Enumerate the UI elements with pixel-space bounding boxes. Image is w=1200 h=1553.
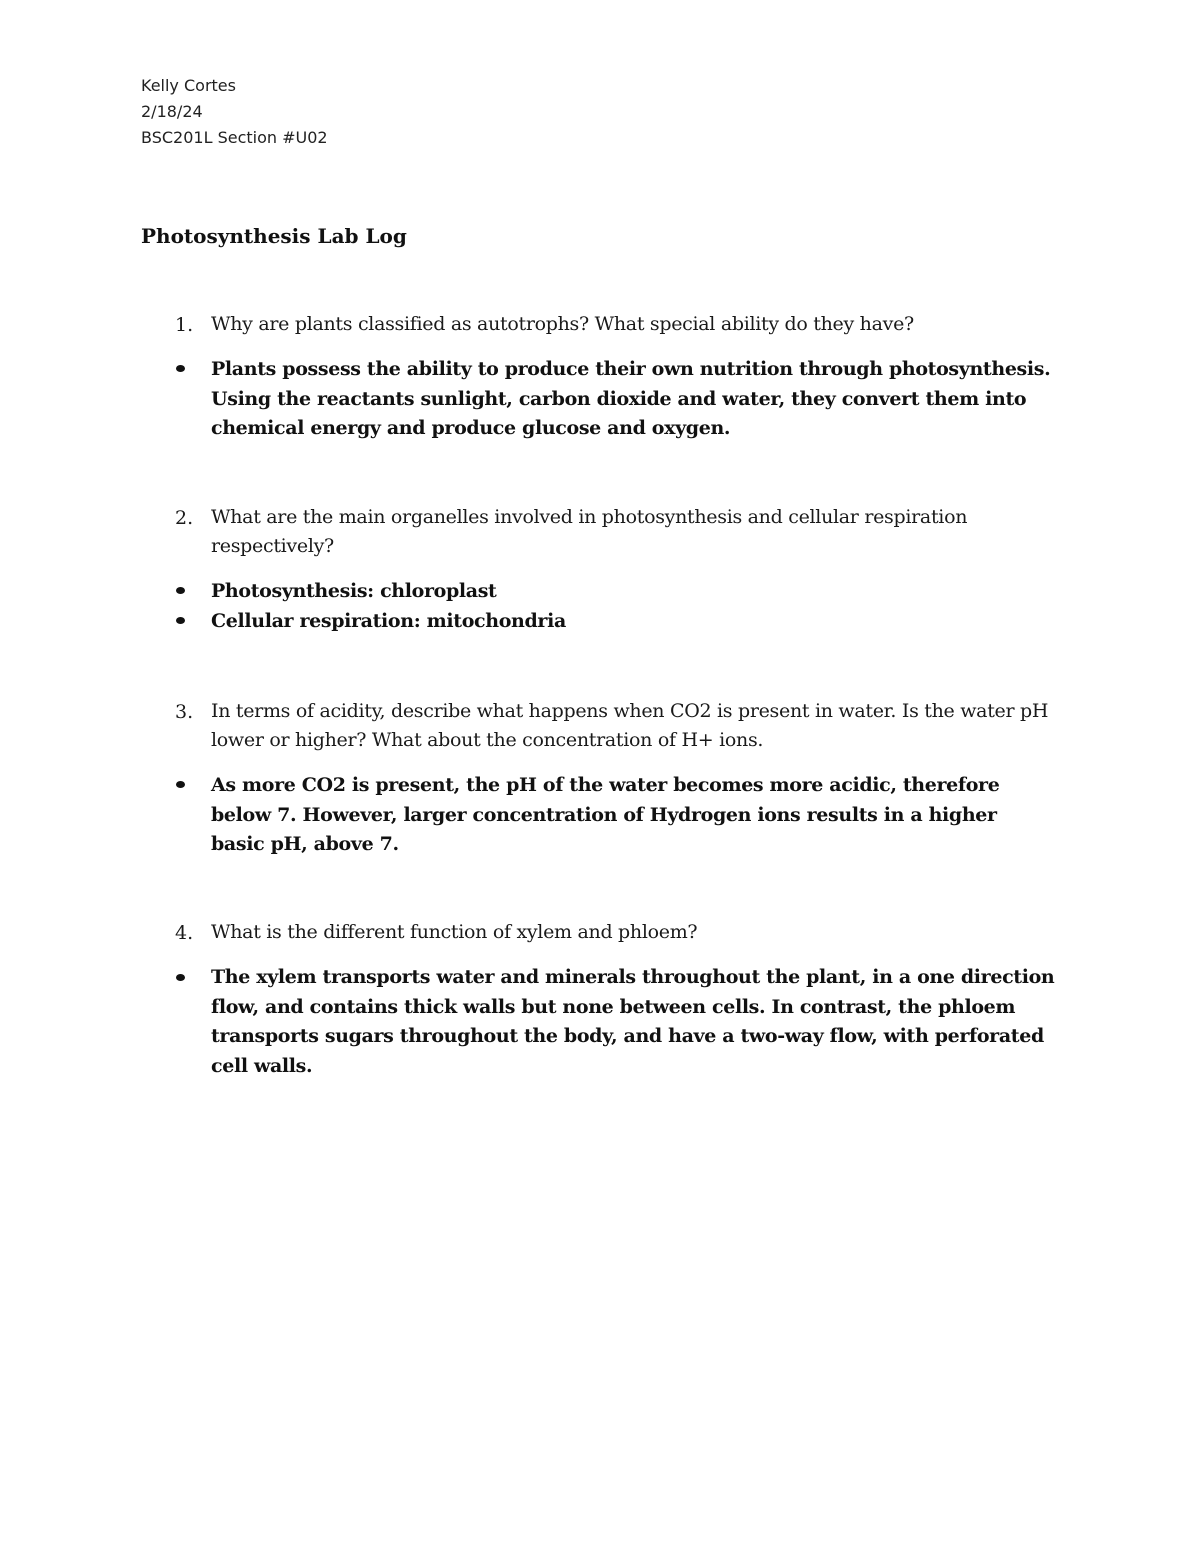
question-4-number: 4. bbox=[175, 922, 194, 944]
bullet-icon bbox=[176, 587, 185, 594]
question-1-number: 1. bbox=[175, 314, 194, 336]
question-1-text: Why are plants classified as autotrophs? What special ability do they have? bbox=[211, 313, 914, 335]
document-title: Photosynthesis Lab Log bbox=[141, 224, 407, 248]
question-2-text: What are the main organelles involved in photosynthesis and cellular respiration respectively? bbox=[211, 506, 968, 557]
answer-1-text: Plants possess the ability to produce their own nutrition through photosynthesis. Using the reactants sunlight, carbon dioxide and water, they convert them into chemical energy and produce glucose and oxygen. bbox=[211, 358, 1051, 439]
question-3-number: 3. bbox=[175, 701, 194, 723]
question-4-text: What is the different function of xylem and phloem? bbox=[211, 921, 698, 943]
answer-2b-text: Cellular respiration: mitochondria bbox=[211, 610, 566, 632]
question-3-text: In terms of acidity, describe what happens when CO2 is present in water. Is the water pH lower or higher? What about the concentration of H+ ions. bbox=[211, 700, 1049, 751]
answer-4-text: The xylem transports water and minerals throughout the plant, in a one direction flow, and contains thick walls but none between cells. In contrast, the phloem transports sugars throughout the body, and have a two-way flow, with perforated cell walls. bbox=[211, 966, 1055, 1077]
bullet-icon bbox=[176, 974, 185, 981]
course-section: BSC201L Section #U02 bbox=[141, 128, 328, 147]
question-2-number: 2. bbox=[175, 507, 194, 529]
submission-date: 2/18/24 bbox=[141, 102, 203, 121]
author-name: Kelly Cortes bbox=[141, 76, 236, 95]
bullet-icon bbox=[176, 617, 185, 624]
answer-2a-text: Photosynthesis: chloroplast bbox=[211, 580, 497, 602]
answer-3-text: As more CO2 is present, the pH of the water becomes more acidic, therefore below 7. However, larger concentration of Hydrogen ions results in a higher basic pH, above 7. bbox=[211, 774, 1000, 855]
bullet-icon bbox=[176, 781, 185, 788]
bullet-icon bbox=[176, 365, 185, 372]
